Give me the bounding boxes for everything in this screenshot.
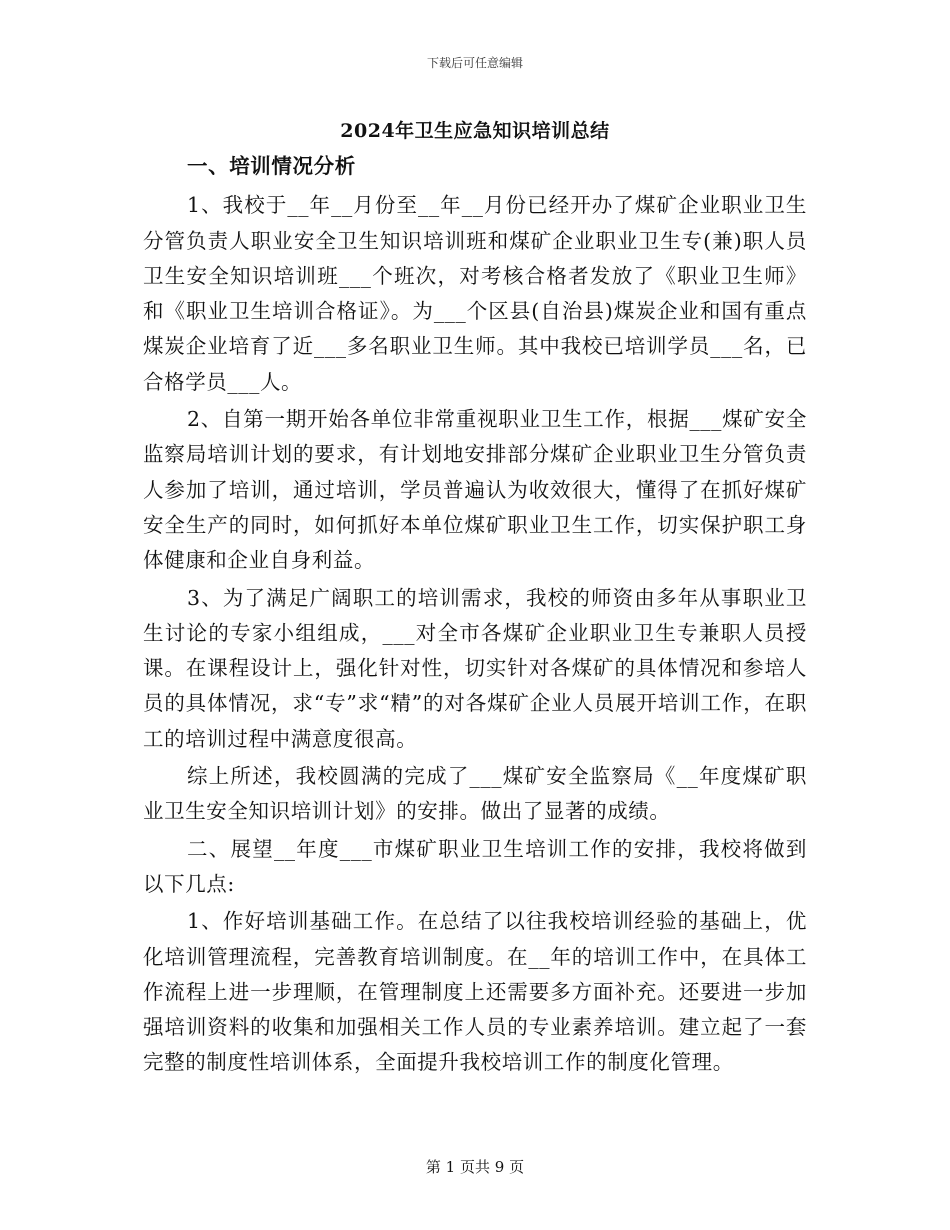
page-number-footer: 第 1 页共 9 页 <box>425 1158 525 1176</box>
paragraph-2: 2、自第一期开始各单位非常重视职业卫生工作，根据___煤矿安全监察局培训计划的要求，有计划地安排部分煤矿企业职业卫生分管负责人参加了培训，通过培训，学员普遍认为收效很大，懂得了在抓好煤矿安全生产的同时，如何抓好本单位煤矿职业卫生工作，切实保护职工身体健康和企业自身利益。 <box>143 407 807 573</box>
paragraph-3: 3、为了满足广阔职工的培训需求，我校的师资由多年从事职业卫生讨论的专家小组组成，___对全市各煤矿企业职业卫生专兼职人员授课。在课程设计上，强化针对性，切实针对各煤矿的具体情况和参培人员的具体情况，求“专”求“精”的对各煤矿企业人员展开培训工作，在职工的培训过程中满意度很高。 <box>143 585 807 751</box>
paragraph-outlook: 二、展望__年度___市煤矿职业卫生培训工作的安排，我校将做到以下几点: <box>143 836 807 896</box>
paragraph-1: 1、我校于__年__月份至__年__月份已经开办了煤矿企业职业卫生分管负责人职业安全卫生知识培训班和煤矿企业职业卫生专(兼)职人员卫生安全知识培训班___个班次，对考核合格者发放了《职业卫生师》和《职业卫生培训合格证》。为___个区县(自治县)煤炭企业和国有重点煤炭企业培育了近___多名职业卫生师。其中我校已培训学员___名，已合格学员___人。 <box>143 193 807 394</box>
section-heading: 一、培训情况分析 <box>187 154 356 178</box>
document-body <box>143 149 807 1083</box>
paragraph-summary: 综上所述，我校圆满的完成了___煤矿安全监察局《__年度煤矿职业卫生安全知识培训计划》的安排。做出了显著的成绩。 <box>143 764 807 824</box>
page-header-note: 下载后可任意编辑 <box>426 56 523 70</box>
paragraph-plan-1: 1、作好培训基础工作。在总结了以往我校培训经验的基础上，优化培训管理流程，完善教育培训制度。在__年的培训工作中，在具体工作流程上进一步理顺，在管理制度上还需要多方面补充。还要进一步加强培训资料的收集和加强相关工作人员的专业素养培训。建立起了一套完整的制度性培训体系，全面提升我校培训工作的制度化管理。 <box>143 909 807 1075</box>
document-title: 2024年卫生应急知识培训总结 <box>340 120 610 142</box>
